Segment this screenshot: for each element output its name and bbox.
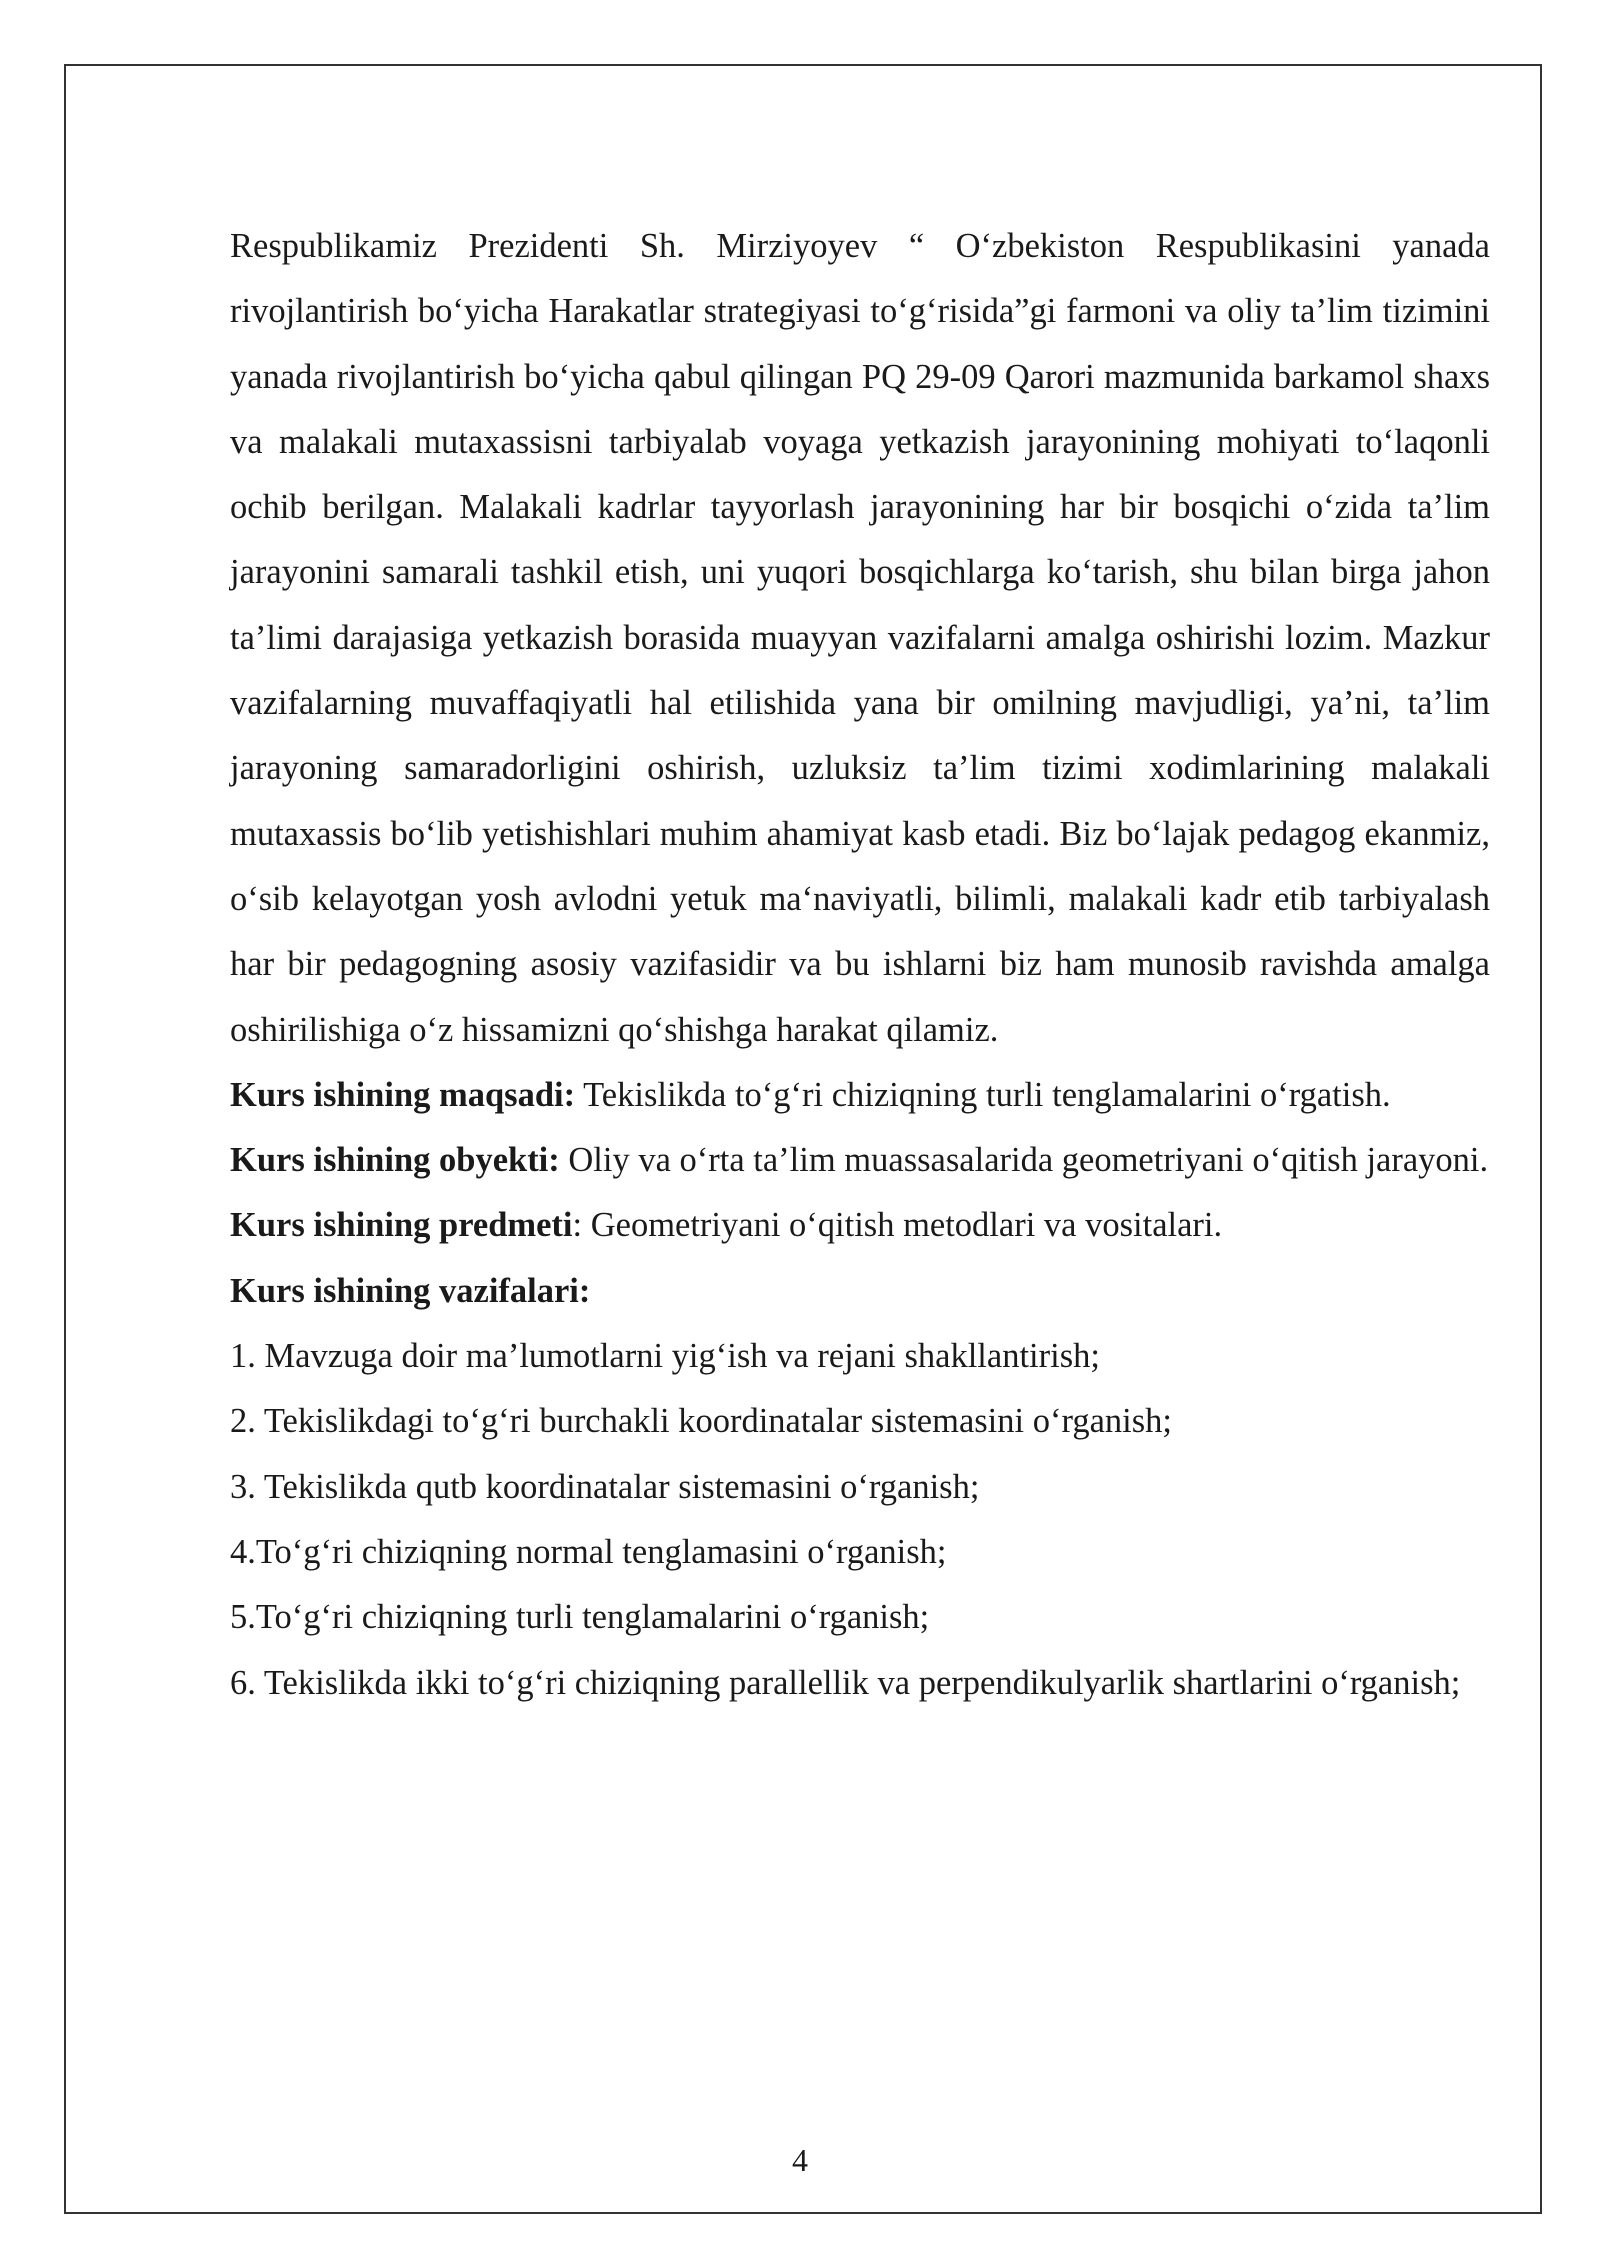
subject-text: : Geometriyani o‘qitish metodlari va vositalari. — [572, 1206, 1223, 1245]
goal-text: Tekislikda to‘g‘ri chiziqning turli tenglamalarini o‘rgatish. — [575, 1075, 1391, 1114]
subject-paragraph — [230, 1193, 1490, 1258]
task-item-6: 6. Tekislikda ikki to‘g‘ri chiziqning parallellik va perpendikulyarlik shartlarini o‘rganish; — [230, 1663, 1461, 1702]
object-paragraph — [230, 1128, 1490, 1193]
document-body — [230, 214, 1490, 1716]
goal-paragraph — [230, 1063, 1490, 1128]
task-item-1: 1. Mavzuga doir ma’lumotlarni yig‘ish va rejani shakllantirish; — [230, 1337, 1100, 1376]
subject-label: Kurs ishining predmeti — [230, 1206, 573, 1245]
tasks-heading — [230, 1259, 1490, 1324]
object-label: Kurs ishining obyekti: — [230, 1141, 560, 1180]
task-item-2: 2. Tekislikdagi to‘g‘ri burchakli koordinatalar sistemasini o‘rganish; — [230, 1402, 1172, 1441]
task-item-4: 4.To‘g‘ri chiziqning normal tenglamasini o‘rganish; — [230, 1532, 947, 1571]
intro-paragraph: Respublikamiz Prezidenti Sh. Mirziyoyev “ O‘zbekiston Respublikasini yanada rivojlantirish bo‘yicha Harakatlar strategiyasi to‘g‘risida”gi farmoni va oliy ta’lim tizimini yanada rivojlantirish bo‘yicha qabul qilingan PQ 29-09 Qarori mazmunida barkamol shaxs va malakali mutaxassisni tarbiyalab voyaga yetkazish jarayonining mohiyati to‘laqonli ochib berilgan. Malakali kadrlar tayyorlash jarayonining har bir bosqichi o‘zida ta’lim jarayonini samarali tashkil etish, uni yuqori bosqichlarga ko‘tarish, shu bilan birga jahon ta’limi darajasiga yetkazish borasida muayyan vazifalarni amalga oshirishi lozim. Mazkur vazifalarning muvaffaqiyatli hal etilishida yana bir omilning mavjudligi, ya’ni, ta’lim jarayoning samaradorligini oshirish, uzluksiz ta’lim tizimi xodimlarining malakali mutaxassis bo‘lib yetishishlari muhim ahamiyat kasb etadi. Biz bo‘lajak pedagog ekanmiz, o‘sib kelayotgan yosh avlodni yetuk ma‘naviyatli, bilimli, malakali kadr etib tarbiyalash har bir pedagogning asosiy vazifasidir va bu ishlarni biz ham munosib ravishda amalga oshirilishiga o‘z hissamizni qo‘shishga harakat qilamiz. — [230, 227, 1490, 1049]
page-number: 4 — [792, 2142, 808, 2178]
task-item-3: 3. Tekislikda qutb koordinatalar sistemasini o‘rganish; — [230, 1467, 980, 1506]
goal-label: Kurs ishining maqsadi: — [230, 1075, 576, 1114]
task-item-5: 5.To‘g‘ri chiziqning turli tenglamalarini o‘rganish; — [230, 1598, 930, 1637]
tasks-label: Kurs ishining vazifalari: — [230, 1271, 591, 1310]
object-text: Oliy va o‘rta ta’lim muassasalarida geometriyani o‘qitish jarayoni. — [559, 1141, 1489, 1180]
